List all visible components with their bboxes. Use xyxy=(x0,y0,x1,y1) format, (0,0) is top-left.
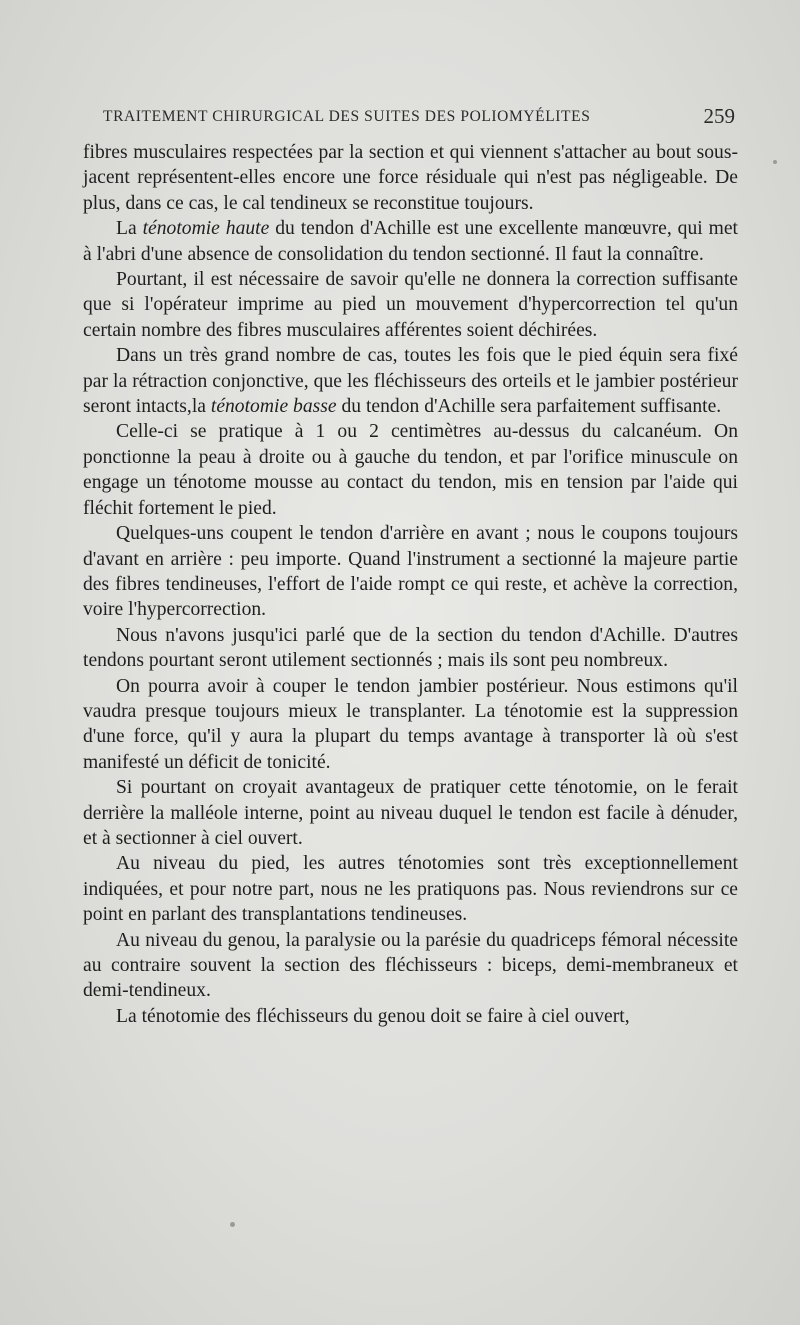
paragraph xyxy=(83,674,738,776)
paper-speck xyxy=(230,1222,235,1227)
paragraph xyxy=(83,140,738,216)
paragraph xyxy=(83,216,738,267)
text-run: du tendon d'Achille est une excellente manœuvre, qui met à l'abri d'une absence de consolidation du tendon sectionné. Il faut la connaître. xyxy=(83,218,738,265)
paragraph xyxy=(83,775,738,851)
paragraph xyxy=(83,851,738,927)
paragraph xyxy=(83,1004,738,1029)
text-run: Dans un très grand nombre de cas, toutes les fois que le pied équin sera fixé par la rétraction conjonctive, que les fléchisseurs des orteils et le jambier postérieur seront intacts,la xyxy=(83,345,738,418)
paragraph xyxy=(83,343,738,419)
paragraph xyxy=(83,419,738,521)
text-run: On pourra avoir à couper le tendon jambier postérieur. Nous estimons qu'il vaudra presque toujours mieux le transplanter. La ténotomie est la suppression d'une force, qu'il y aura la plupart du temps avantage à transporter là où s'est manifesté un déficit de tonicité. xyxy=(83,675,738,773)
page-number: 259 xyxy=(703,104,735,128)
text-run: Quelques-uns coupent le tendon d'arrière en avant ; nous le coupons toujours d'avant en arrière : peu importe. Quand l'instrument a sectionné la majeure partie des fibres tendineuses, l'effort de l'aide rompt ce qui reste, et achève la correction, voire l'hypercorrection. xyxy=(83,523,738,621)
text-run: La xyxy=(116,218,143,240)
running-title: TRAITEMENT CHIRURGICAL DES SUITES DES POLIOMYÉLITES xyxy=(103,108,591,125)
paper-speck xyxy=(773,160,777,164)
italic-term: ténotomie haute xyxy=(142,218,270,240)
paragraph xyxy=(83,623,738,674)
text-run: Au niveau du pied, les autres ténotomies sont très exceptionnellement indiquées, et pour notre part, nous ne les pratiquons pas. Nous reviendrons sur ce point en parlant des transplantations tendineuses. xyxy=(83,853,738,926)
text-run: Si pourtant on croyait avantageux de pratiquer cette ténotomie, on le ferait derrière la malléole interne, point au niveau duquel le tendon est facile à dénuder, et à sectionner à ciel ouvert. xyxy=(83,777,738,849)
text-run: du tendon d'Achille sera parfaitement suffisante. xyxy=(336,396,722,418)
text-run: La ténotomie des fléchisseurs du genou doit se faire à ciel ouvert, xyxy=(116,1005,630,1027)
body-text xyxy=(83,140,738,1029)
running-header xyxy=(103,104,735,134)
paragraph xyxy=(83,267,738,343)
text-run: Celle-ci se pratique à 1 ou 2 centimètres au-dessus du calcanéum. On ponctionne la peau à droite ou à gauche du tendon, et par l'orifice minuscule on engage un ténotome mousse au contact du tendon, mis en tension par l'aide qui fléchit fortement le pied. xyxy=(83,421,738,519)
text-run: Nous n'avons jusqu'ici parlé que de la section du tendon d'Achille. D'autres tendons pourtant seront utilement sectionnés ; mais ils sont peu nombreux. xyxy=(83,624,738,672)
text-run: Pourtant, il est nécessaire de savoir qu'elle ne donnera la correction suffisante que si l'opérateur imprime au pied un mouvement d'hypercorrection tel qu'un certain nombre des fibres musculaires afférentes soient déchirées. xyxy=(83,269,738,341)
text-run: fibres musculaires respectées par la section et qui viennent s'attacher au bout sous-jacent représentent-elles encore une force résiduale qui n'est pas négligeable. De plus, dans ce cas, le cal tendineux se reconstitue toujours. xyxy=(83,142,738,214)
text-run: Au niveau du genou, la paralysie ou la parésie du quadriceps fémoral nécessite au contraire souvent la section des fléchisseurs : biceps, demi-membraneux et demi-tendineux. xyxy=(83,929,738,1002)
italic-term: ténotomie basse xyxy=(210,396,337,418)
paragraph xyxy=(83,521,738,623)
paragraph xyxy=(83,928,738,1004)
